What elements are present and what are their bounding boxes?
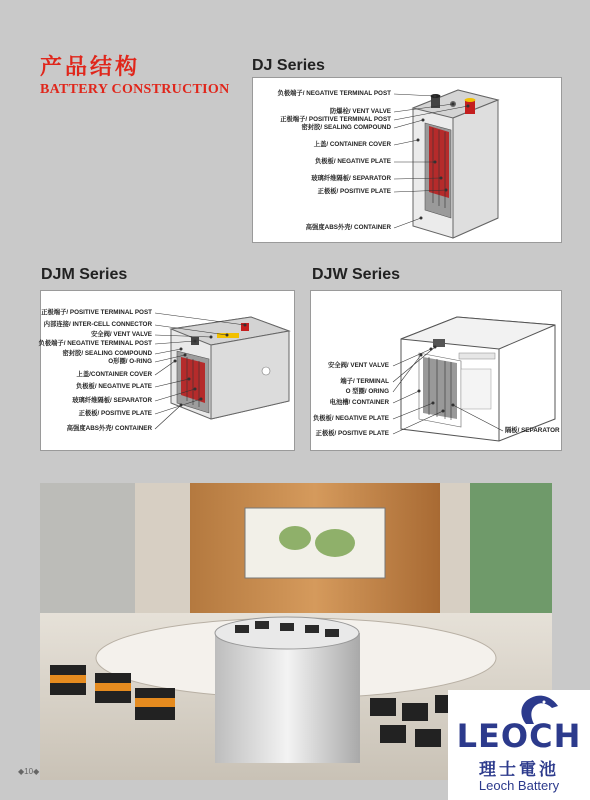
djw-leader-lines: [311, 291, 563, 452]
djm-label-container-cover: 上盖/CONTAINER COVER: [76, 371, 152, 378]
djw-label-negative-plate: 负极板/ NEGATIVE PLATE: [312, 415, 389, 422]
dj-label-positive-plate: 正极板/ POSITIVE PLATE: [317, 188, 391, 195]
djm-label-negative-terminal: 负极端子/ NEGATIVE TERMINAL POST: [38, 340, 152, 347]
djm-label-positive-terminal: 正极端子/ POSITIVE TERMINAL POST: [41, 309, 152, 316]
djw-label-vent-valve: 安全阀/ VENT VALVE: [328, 362, 389, 369]
dj-diagram-panel: [252, 77, 562, 243]
dj-series-title: DJ Series: [252, 57, 325, 74]
logo-chinese-name: 理士電池: [479, 760, 559, 780]
dj-label-sealing-compound: 密封胶/ SEALING COMPOUND: [301, 124, 391, 131]
logo-wordmark: LEOCH: [456, 717, 582, 755]
djm-label-positive-plate: 正极板/ POSITIVE PLATE: [78, 410, 152, 417]
djw-series-title: DJW Series: [312, 266, 401, 283]
djw-label-container: 电池槽/ CONTAINER: [329, 399, 389, 406]
dj-label-vent-valve: 防爆栓/ VENT VALVE: [330, 108, 391, 115]
djm-label-vent-valve: 安全阀/ VENT VALVE: [91, 331, 152, 338]
section-title-cn: 产品结构: [40, 55, 141, 80]
djm-leader-lines: [38, 291, 296, 452]
djm-label-inter-cell-connector: 内部连接/ INTER-CELL CONNECTOR: [43, 321, 152, 328]
dj-label-negative-plate: 负极板/ NEGATIVE PLATE: [314, 158, 391, 165]
djm-label-sealing-compound: 密封胶/ SEALING COMPOUND: [62, 350, 152, 357]
djm-diagram-panel: [40, 290, 295, 451]
djm-label-container: 高强度ABS外壳/ CONTAINER: [66, 425, 152, 432]
section-title-en: BATTERY CONSTRUCTION: [40, 82, 230, 97]
logo-english-name: Leoch Battery: [478, 778, 560, 793]
djw-label-oring: O 型圈/ ORING: [345, 388, 389, 395]
djw-label-terminal: 端子/ TERMINAL: [340, 378, 389, 385]
leoch-logo: [448, 690, 590, 800]
djm-label-o-ring: O形圈/ O-RING: [108, 358, 152, 365]
page-number: ◆10◆: [18, 767, 40, 776]
djw-label-separator: 隔板/ SEPARATOR: [505, 427, 560, 434]
dj-leader-lines: [253, 78, 563, 244]
dj-label-negative-terminal: 负极端子/ NEGATIVE TERMINAL POST: [277, 90, 391, 97]
dj-label-positive-terminal: 正极端子/ POSITIVE TERMINAL POST: [280, 116, 391, 123]
djw-label-positive-plate: 正极板/ POSITIVE PLATE: [315, 430, 389, 437]
djw-diagram-panel: [310, 290, 562, 451]
dj-label-container: 高强度ABS外壳/ CONTAINER: [305, 224, 391, 231]
dj-label-container-cover: 上盖/ CONTAINER COVER: [313, 141, 391, 148]
djm-label-separator: 玻璃纤维隔板/ SEPARATOR: [72, 397, 152, 404]
djm-label-negative-plate: 负极板/ NEGATIVE PLATE: [75, 383, 152, 390]
dj-label-separator: 玻璃纤维隔板/ SEPARATOR: [311, 175, 391, 182]
djm-series-title: DJM Series: [41, 266, 128, 283]
